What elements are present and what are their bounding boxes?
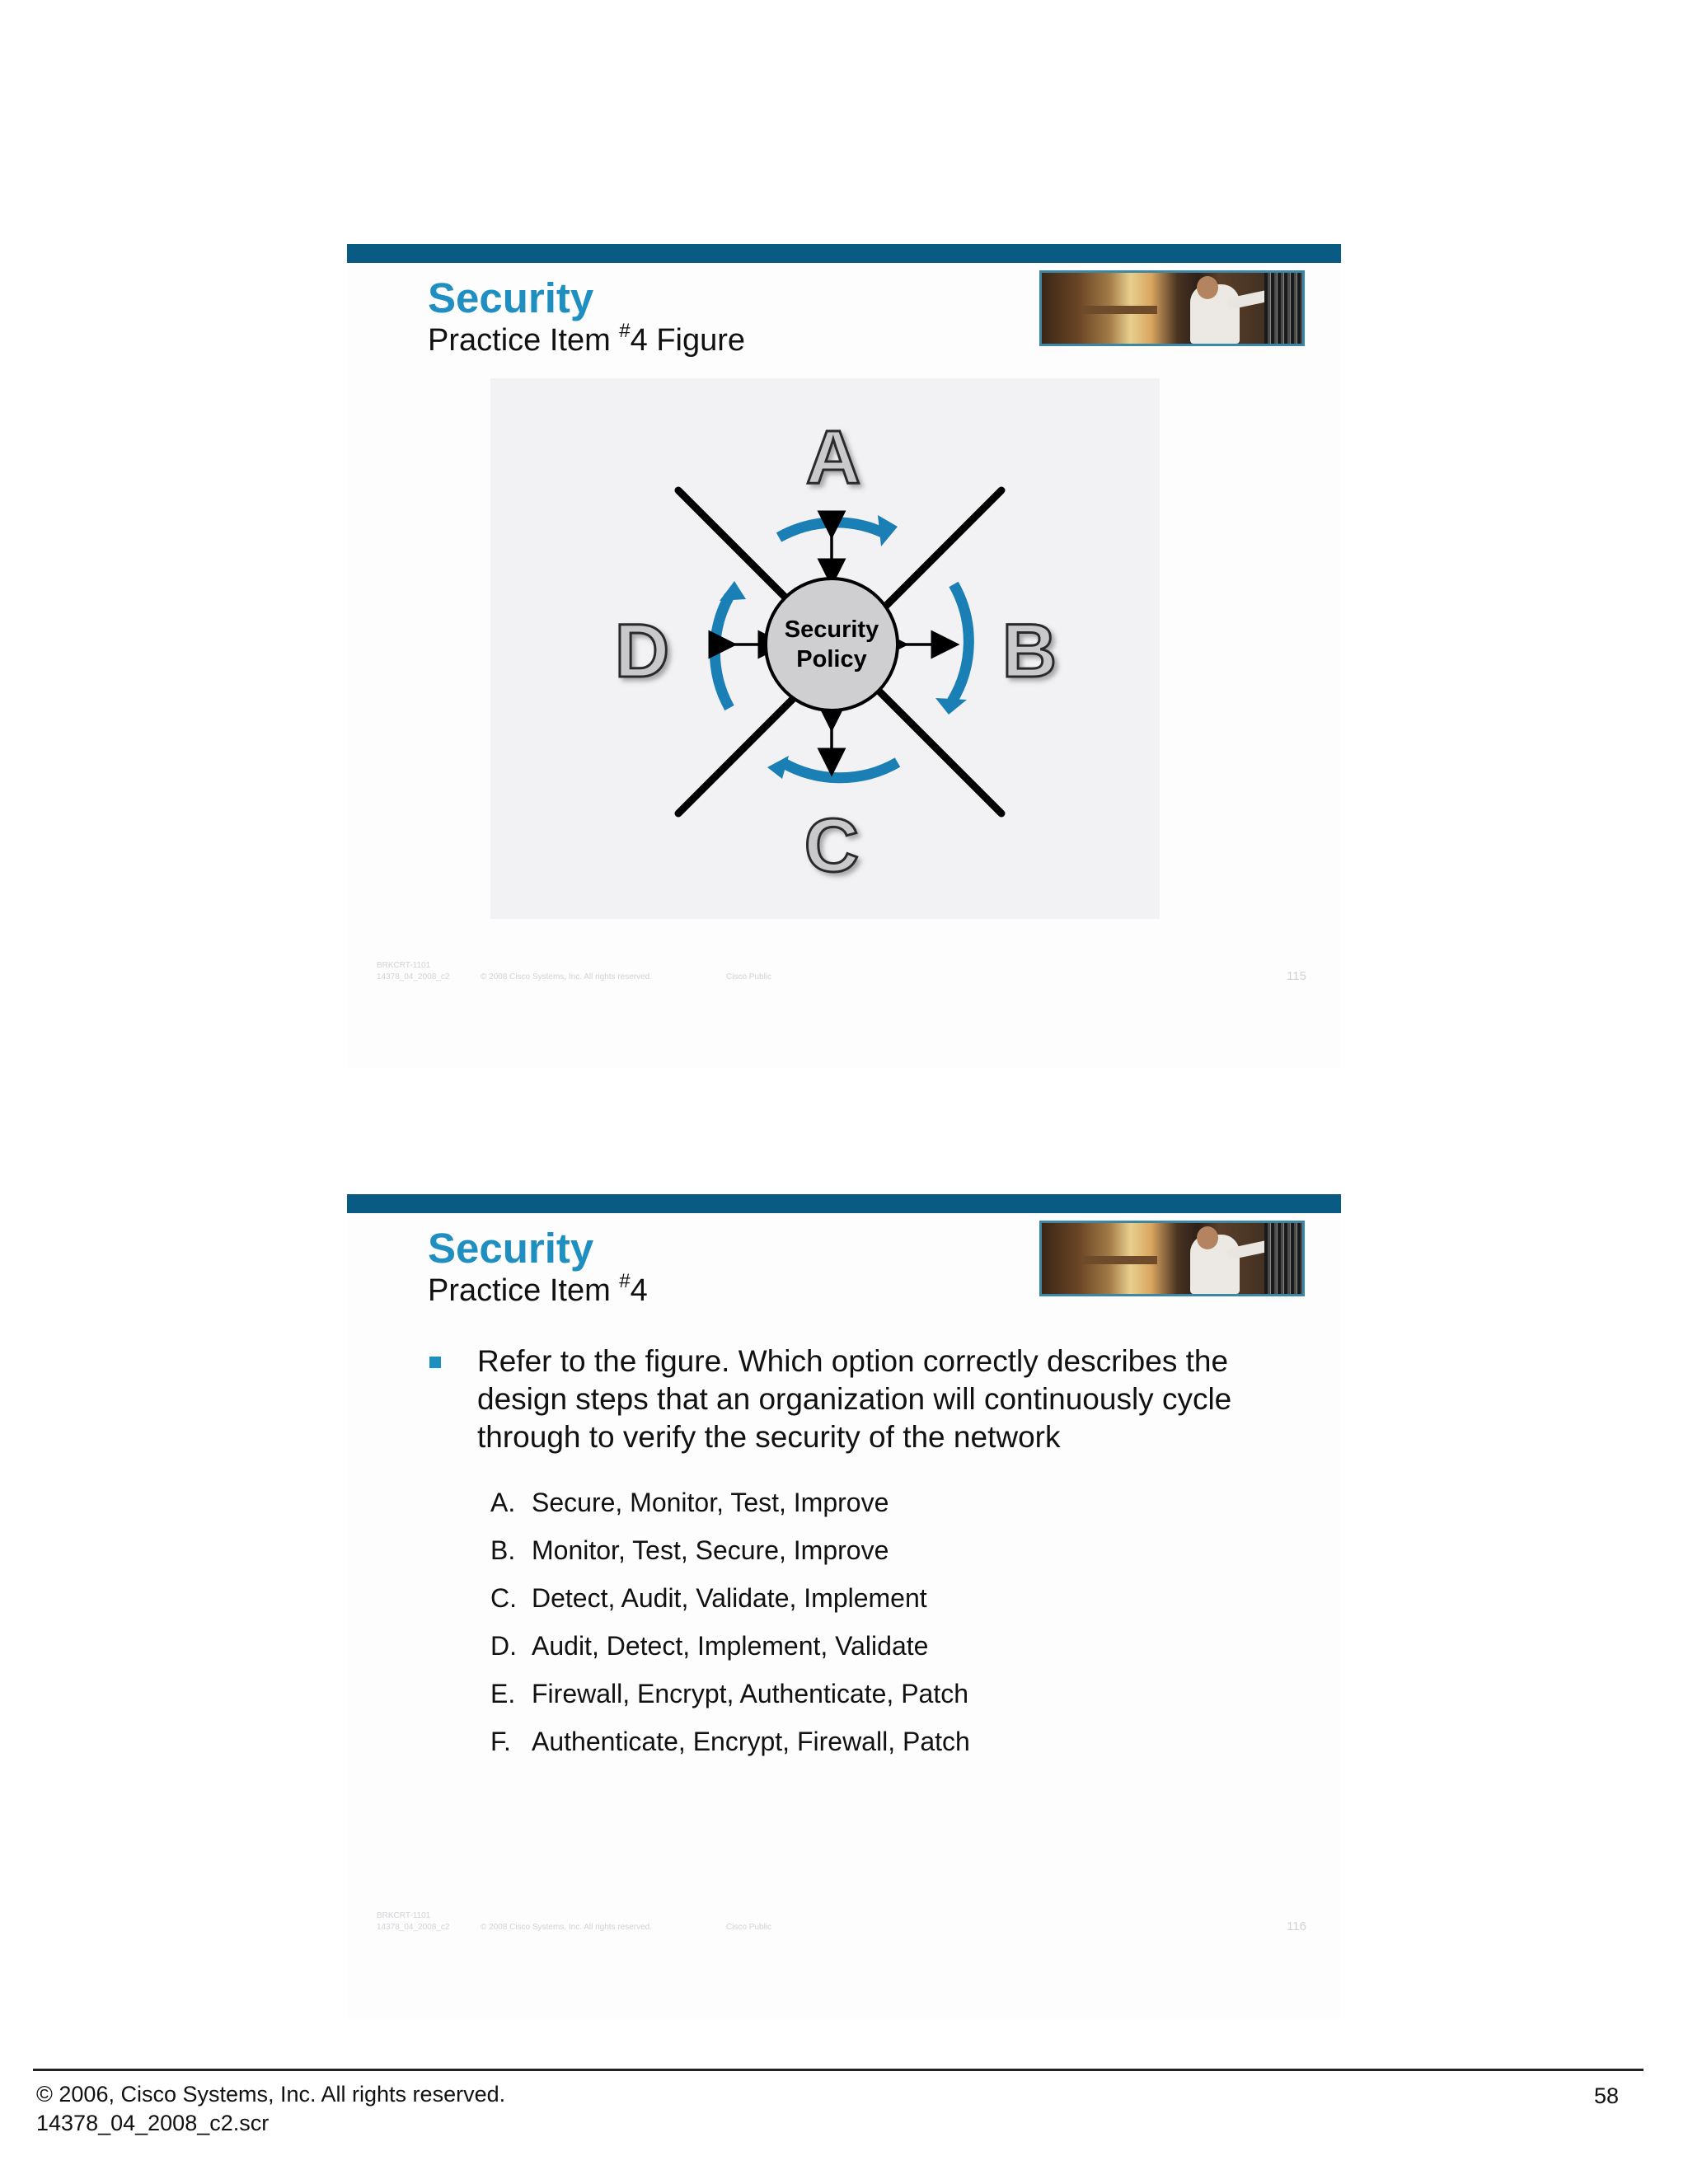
slide-number: 116 [1287,1919,1306,1933]
slide-header-bar [347,244,1341,263]
security-policy-label-2: Policy [796,646,867,673]
slide-116 [347,1194,1341,2018]
page-footer-filename: 14378_04_2008_c2.scr [36,2111,270,2135]
page-number: 58 [1594,2083,1620,2108]
option-c: C. Detect, Audit, Validate, Implement [490,1583,927,1613]
security-policy-label-1: Security [784,616,879,643]
header-photo [1039,1221,1305,1296]
slide-footer-classification: Cisco Public [726,972,772,982]
slide-title: Security [428,274,594,321]
slide-footer-code: BRKCRT-1101 [377,1911,431,1920]
cycle-arrowhead-top [878,515,898,546]
security-wheel-diagram [490,378,1160,919]
option-d: D. Audit, Detect, Implement, Validate [490,1631,929,1661]
slide-footer-code: BRKCRT-1101 [377,961,431,970]
slide-footer-file: 14378_04_2008_c2 [377,972,450,982]
slide-footer-classification: Cisco Public [726,1923,772,1932]
answer-options [490,1486,970,1773]
slide-footer-file: 14378_04_2008_c2 [377,1923,450,1932]
security-policy-circle [766,579,898,710]
option-e: E. Firewall, Encrypt, Authenticate, Patch [490,1679,969,1708]
cycle-arrow-left [715,596,729,708]
bullet-icon [429,1357,441,1368]
slide-footer-copyright: © 2008 Cisco Systems, Inc. All rights reserved. [481,972,653,982]
label-d: D [614,609,670,693]
option-b: B. Monitor, Test, Secure, Improve [490,1535,889,1565]
slide-number: 115 [1287,969,1306,983]
question-text: Refer to the figure. Which option correctly describes the design steps that an organization will continuously cycle through to verify the security of the network [477,1344,1232,1454]
slide-subtitle: Practice Item #4 [428,1270,648,1308]
label-b: B [1001,609,1057,693]
cycle-arrow-right [952,584,968,701]
slide-115 [347,244,1341,1068]
header-photo [1039,270,1305,346]
label-a: A [805,415,861,499]
cycle-arrowhead-left [720,581,746,601]
slide-subtitle: Practice Item #4 Figure [428,320,746,358]
security-wheel-figure [490,378,1160,919]
option-a: A. Secure, Monitor, Test, Improve [490,1488,889,1517]
label-c: C [804,804,860,888]
slide-footer-copyright: © 2008 Cisco Systems, Inc. All rights reserved. [481,1923,653,1932]
cycle-arrow-bottom [782,762,898,778]
cycle-arrowhead-right [935,698,967,715]
option-f: F. Authenticate, Encrypt, Firewall, Patch [490,1727,970,1756]
page-footer-copyright: © 2006, Cisco Systems, Inc. All rights reserved. [36,2082,506,2107]
page-footer-rule [33,2069,1643,2071]
slide-title: Security [428,1225,594,1272]
slide-header-bar [347,1194,1341,1213]
